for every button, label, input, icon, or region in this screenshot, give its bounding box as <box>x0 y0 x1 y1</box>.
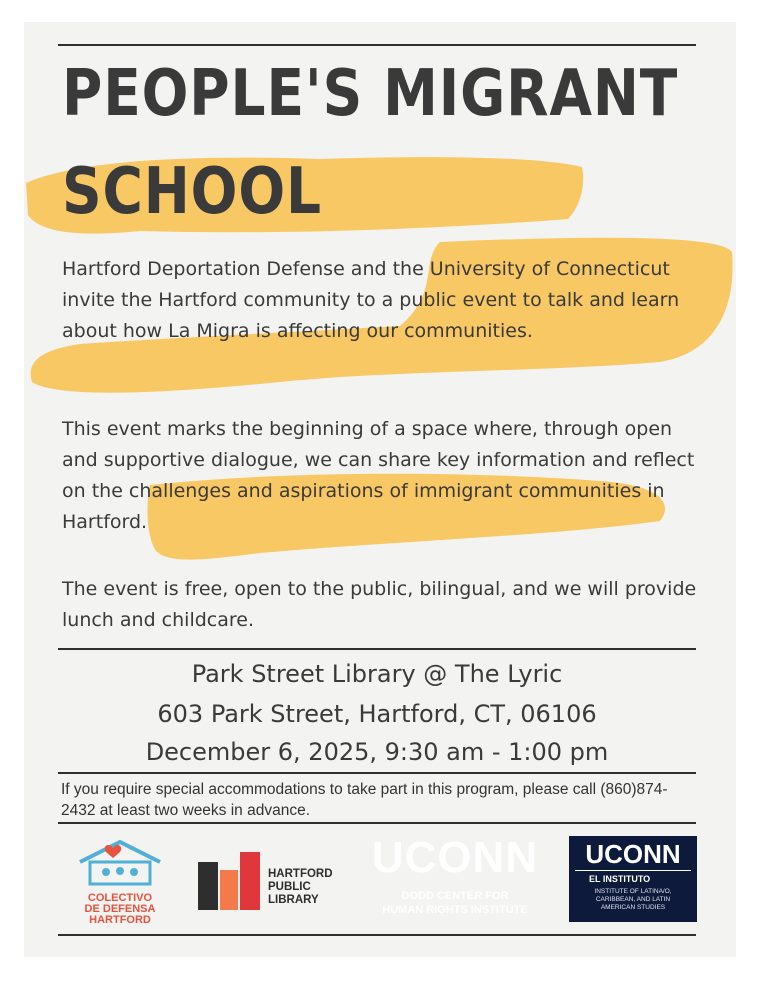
event-datetime: December 6, 2025, 9:30 am - 1:00 pm <box>145 738 609 766</box>
uconn-instituto-line2: CARIBBEAN, AND LATIN <box>595 896 671 903</box>
event-venue: Park Street Library @ The Lyric <box>191 660 563 688</box>
accommodations-note: If you require special accommodations to take part in this program, please call (860)874-2432 at least two weeks in advance. <box>61 781 668 819</box>
event-bottom-rule <box>58 772 696 774</box>
library-mark-icon <box>196 848 262 912</box>
colectivo-house-icon <box>72 838 168 890</box>
uconn-instituto-divider <box>575 870 691 871</box>
logo-uconn-faded <box>362 833 548 926</box>
uconn-faded-subtitle1: DODD CENTER FOR <box>401 890 509 902</box>
colectivo-line2: DE DEFENSA <box>84 903 156 915</box>
logos-top-rule <box>58 822 696 824</box>
colectivo-line1: COLECTIVO <box>87 892 153 904</box>
event-address: 603 Park Street, Hartford, CT, 06106 <box>157 700 597 728</box>
logo-colectivo <box>70 838 170 928</box>
paragraph-intro: Hartford Deportation Defense and the University of Connecticut invite the Hartford community to a public event to talk and learn about how La Migra is affecting our communities. <box>62 258 680 342</box>
uconn-instituto-name: EL INSTITUTO <box>589 874 651 884</box>
library-line1: HARTFORD <box>268 868 333 880</box>
paragraph-details: The event is free, open to the public, bilingual, and we will provide lunch and childcare. <box>62 578 697 631</box>
uconn-instituto-wordmark: UCONN <box>585 839 681 869</box>
uconn-faded-subtitle2: HUMAN RIGHTS INSTITUTE <box>382 904 528 916</box>
title-line1: PEOPLE'S MIGRANT <box>62 57 679 131</box>
top-rule <box>58 44 696 46</box>
bottom-rule <box>58 934 696 936</box>
colectivo-line3: HARTFORD <box>89 914 151 926</box>
paragraph-purpose: This event marks the beginning of a space where, through open and supportive dialogue, we can share key information and reflect on the challenges and aspirations of immigrant communities in Hartford. <box>62 418 695 533</box>
uconn-faded-wordmark: UCONN <box>371 833 539 882</box>
uconn-instituto-line3: AMERICAN STUDIES <box>600 904 666 911</box>
uconn-instituto-line1: INSTITUTE OF LATINA/O, <box>594 888 672 895</box>
logo-uconn-el-instituto <box>569 836 697 922</box>
title-line2: SCHOOL <box>62 155 322 229</box>
logo-hartford-public-library <box>196 848 356 918</box>
library-line3: LIBRARY <box>268 894 319 906</box>
event-top-rule <box>58 648 696 650</box>
library-line2: PUBLIC <box>268 881 311 893</box>
